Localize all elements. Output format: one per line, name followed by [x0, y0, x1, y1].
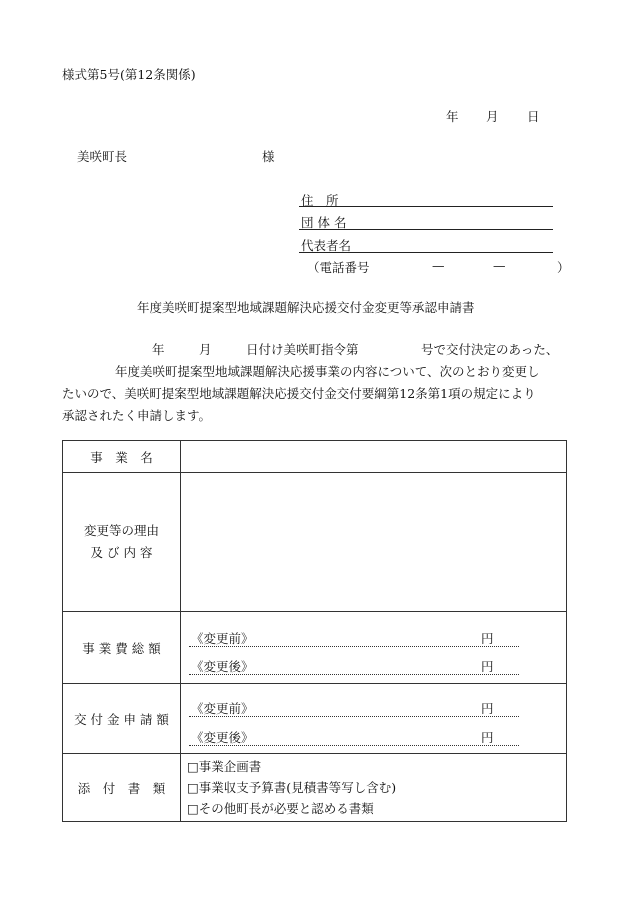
total-cost-before-yen: 円 — [481, 631, 494, 646]
attachment-checkbox-plan[interactable]: □事業企画書 — [187, 759, 262, 774]
addressee-name: 美咲町長 — [77, 149, 128, 164]
phone-dash-2: — — [493, 258, 506, 273]
body-line-2: 年度美咲町提案型地域課題解決応援事業の内容について、次のとおり変更し — [115, 364, 540, 379]
table-row — [63, 612, 567, 684]
document-title: 年度美咲町提案型地域課題解決応援交付金変更等承認申請書 — [137, 300, 475, 315]
grant-after-yen: 円 — [481, 730, 494, 745]
grant-amount-label: 交 付 金 申 請 額 — [63, 684, 181, 754]
date-day: 日 — [527, 109, 540, 124]
grant-after-label: 《変更後》 — [191, 730, 254, 745]
total-cost-cell — [181, 612, 567, 684]
total-cost-before-label: 《変更前》 — [191, 631, 254, 646]
grant-before-yen: 円 — [481, 701, 494, 716]
organization-label: 団 体 名 — [301, 215, 347, 230]
body-year: 年 — [152, 342, 165, 357]
body-month: 月 — [199, 342, 212, 357]
grant-amount-cell — [181, 684, 567, 754]
total-cost-after-yen: 円 — [481, 659, 494, 674]
reason-label-line-1: 変更等の理由 — [83, 523, 159, 538]
date-year: 年 — [446, 109, 459, 124]
attachment-checkbox-budget[interactable]: □事業収支予算書(見積書等写し含む) — [187, 780, 397, 795]
table-row — [63, 441, 567, 473]
attachment-checkbox-other[interactable]: □その他町長が必要と認める書類 — [187, 801, 374, 816]
total-cost-before-input[interactable] — [189, 646, 519, 647]
attachments-label: 添 付 書 類 — [63, 754, 181, 822]
total-cost-after-input[interactable] — [189, 674, 519, 675]
reason-field[interactable] — [181, 473, 567, 612]
table-row — [63, 684, 567, 754]
application-table — [62, 440, 567, 822]
date-month: 月 — [486, 109, 499, 124]
address-label: 住 所 — [301, 193, 339, 208]
addressee-honorific: 様 — [262, 149, 275, 164]
body-line-4: 承認されたく申請します。 — [62, 408, 212, 423]
total-cost-after-label: 《変更後》 — [191, 659, 254, 674]
form-number: 様式第5号(第12条関係) — [62, 67, 196, 82]
phone-dash-1: — — [432, 258, 445, 273]
attachments-cell — [181, 754, 567, 822]
representative-field-line[interactable] — [299, 252, 553, 253]
total-cost-label: 事 業 費 総 額 — [63, 612, 181, 684]
representative-label: 代表者名 — [301, 238, 352, 253]
body-date-directive: 日付け美咲町指令第 — [246, 342, 359, 357]
grant-before-input[interactable] — [189, 716, 519, 717]
body-number-phrase: 号で交付決定のあった、 — [421, 342, 559, 357]
grant-after-input[interactable] — [189, 745, 519, 746]
project-name-label: 事 業 名 — [63, 441, 181, 473]
phone-close: ） — [557, 260, 570, 275]
table-row — [63, 754, 567, 822]
body-line-3: たいので、美咲町提案型地域課題解決応援交付金交付要綱第12条第1項の規定により — [62, 386, 536, 401]
grant-before-label: 《変更前》 — [191, 701, 254, 716]
table-row — [63, 473, 567, 612]
reason-label-line-2: 及 び 内 容 — [90, 545, 153, 560]
organization-field-line[interactable] — [299, 229, 553, 230]
address-field-line[interactable] — [299, 206, 553, 207]
phone-label: （電話番号 — [307, 260, 370, 275]
project-name-field[interactable] — [181, 441, 567, 473]
